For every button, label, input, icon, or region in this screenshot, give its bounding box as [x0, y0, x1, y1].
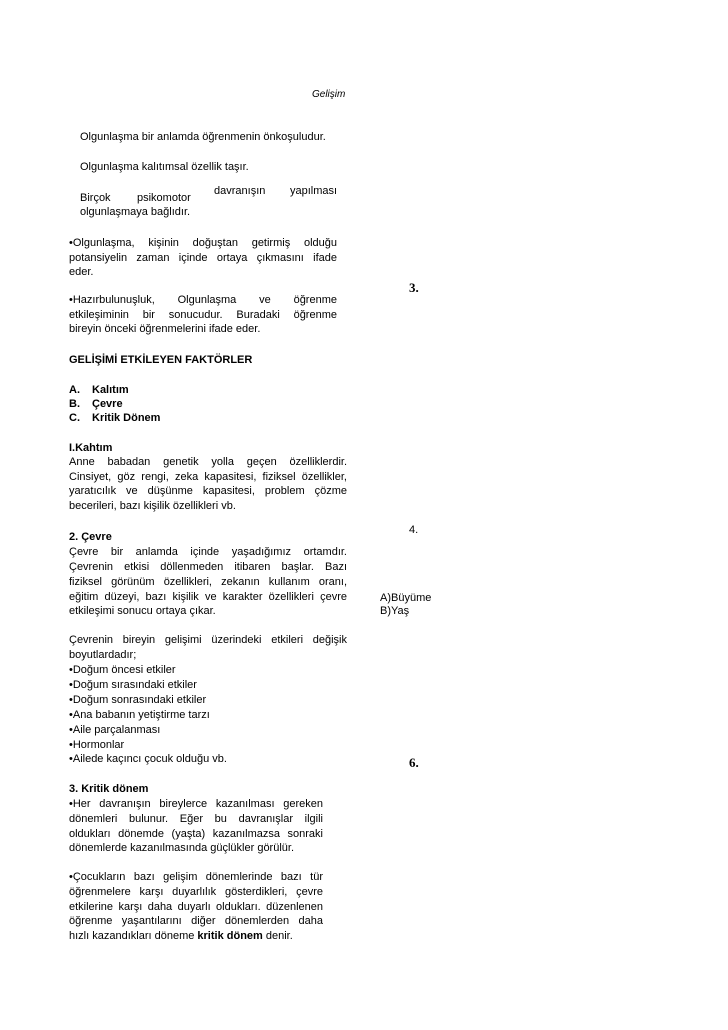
- list-item: •Doğum öncesi etkiler: [69, 664, 176, 676]
- option-b: B)Yaş: [380, 605, 410, 617]
- factor-label: Kalıtım: [92, 384, 129, 396]
- cevre-line: etkileşimi sonucu ortaya çıkar.: [69, 605, 216, 617]
- list-item: •Aile parçalanması: [69, 724, 161, 736]
- kritik-para2-line: öğrenme yaşantılarını diğer dönemlerden daha: [69, 915, 323, 927]
- kritik-line: oldukları dönemde (yaşta) kazanılmazsa sonraki: [69, 828, 323, 840]
- hazirbulunusluk-line: •Hazırbulunuşluk, Olgunlaşma ve öğrenme: [69, 294, 337, 306]
- intro-word: davranışın: [214, 185, 266, 197]
- intro-word: Birçok: [80, 192, 111, 204]
- kritik-para2-last-line: [69, 929, 293, 944]
- intro-line-1: Olgunlaşma bir anlamda öğrenmenin önkoşuludur.: [80, 131, 326, 143]
- list-item: •Hormonlar: [69, 739, 125, 751]
- olgunlasma-line: potansiyelin zaman içinde ortaya çıkmasını ifade: [69, 252, 337, 264]
- factor-label: Kritik Dönem: [92, 412, 161, 424]
- factors-heading: GELİŞİMİ ETKİLEYEN FAKTÖRLER: [69, 354, 253, 366]
- text-span: denir.: [262, 930, 293, 942]
- intro-line-4: olgunlaşmaya bağlıdır.: [80, 206, 191, 218]
- factor-label: Çevre: [92, 398, 123, 410]
- olgunlasma-line: •Olgunlaşma, kişinin doğuştan getirmiş olduğu: [69, 237, 337, 249]
- factor-letter: A.: [69, 384, 80, 396]
- list-item: •Ana babanın yetiştirme tarzı: [69, 709, 210, 721]
- option-a: A)Büyüme: [380, 592, 432, 604]
- intro-word: psikomotor: [137, 192, 191, 204]
- kalitim-line: becerileri, bazı kişilik özellikleri vb.: [69, 500, 236, 512]
- factor-letter: C.: [69, 412, 80, 424]
- kritik-line: dönemlerde kazanılmasında güçlükler görülür.: [69, 842, 295, 854]
- factor-letter: B.: [69, 398, 80, 410]
- list-item: •Ailede kaçıncı çocuk olduğu vb.: [69, 753, 227, 765]
- question-number-3: 3.: [409, 280, 419, 295]
- question-number-4: 4.: [409, 524, 419, 536]
- kalitim-heading: I.Kahtım: [69, 442, 113, 454]
- kalitim-line: yaratıcılık ve düşünme kapasitesi, problem çözme: [69, 485, 347, 497]
- kalitim-line: Cinsiyet, göz rengi, zeka kapasitesi, fiziksel özellikler,: [69, 471, 347, 483]
- text-span: hızlı kazandıkları döneme: [69, 930, 198, 942]
- kritik-line: •Her davranışın bireylerce kazanılması gereken: [69, 798, 323, 810]
- kalitim-line: Anne babadan genetik yolla geçen özelliklerdir.: [69, 456, 347, 468]
- kritik-heading: 3. Kritik dönem: [69, 783, 149, 795]
- cevre-heading: 2. Çevre: [69, 531, 112, 543]
- list-item: •Doğum sonrasındaki etkiler: [69, 694, 207, 706]
- question-number-6: 6.: [409, 755, 419, 770]
- olgunlasma-line: eder.: [69, 266, 94, 278]
- kritik-para2-line: öğrenmelere karşı duyarlılık gösterdikleri, çevre: [69, 886, 323, 898]
- cevre-line: eğitim düzeyi, bazı kişilik ve karakter özellikleri çevre: [69, 591, 347, 603]
- kritik-para2-line: etkilerine karşı daha duyarlı oldukları. düzenlenen: [69, 901, 323, 913]
- list-item: •Doğum sırasındaki etkiler: [69, 679, 197, 691]
- cevre-line: Çevre bir anlamda içinde yaşadığımız ortamdır.: [69, 546, 347, 558]
- hazirbulunusluk-line: etkileşiminin bir sonucudur. Buradaki öğrenme: [69, 309, 337, 321]
- intro-word: yapılması: [290, 185, 338, 197]
- kritik-line: dönemleri bulunur. Eğer bu davranışlar ilgili: [69, 813, 323, 825]
- cevre-line: fiziksel görünüm özellikleri, zekanın kullanım oranı,: [69, 576, 347, 588]
- intro-line-2: Olgunlaşma kalıtımsal özellik taşır.: [80, 161, 249, 173]
- cevre-para2-line: boyutlardadır;: [69, 649, 137, 661]
- cevre-para2-line: Çevrenin bireyin gelişimi üzerindeki etkileri değişik: [69, 634, 347, 646]
- kritik-para2-line: •Çocukların bazı gelişim dönemlerinde bazı tür: [69, 871, 323, 883]
- page-header-title: Gelişim: [312, 89, 346, 100]
- kritik-donem-term: kritik dönem: [197, 930, 263, 942]
- cevre-line: Çevrenin etkisi döllenmeden itibaren başlar. Bazı: [69, 561, 347, 573]
- hazirbulunusluk-line: bireyin önceki öğrenmelerini ifade eder.: [69, 323, 261, 335]
